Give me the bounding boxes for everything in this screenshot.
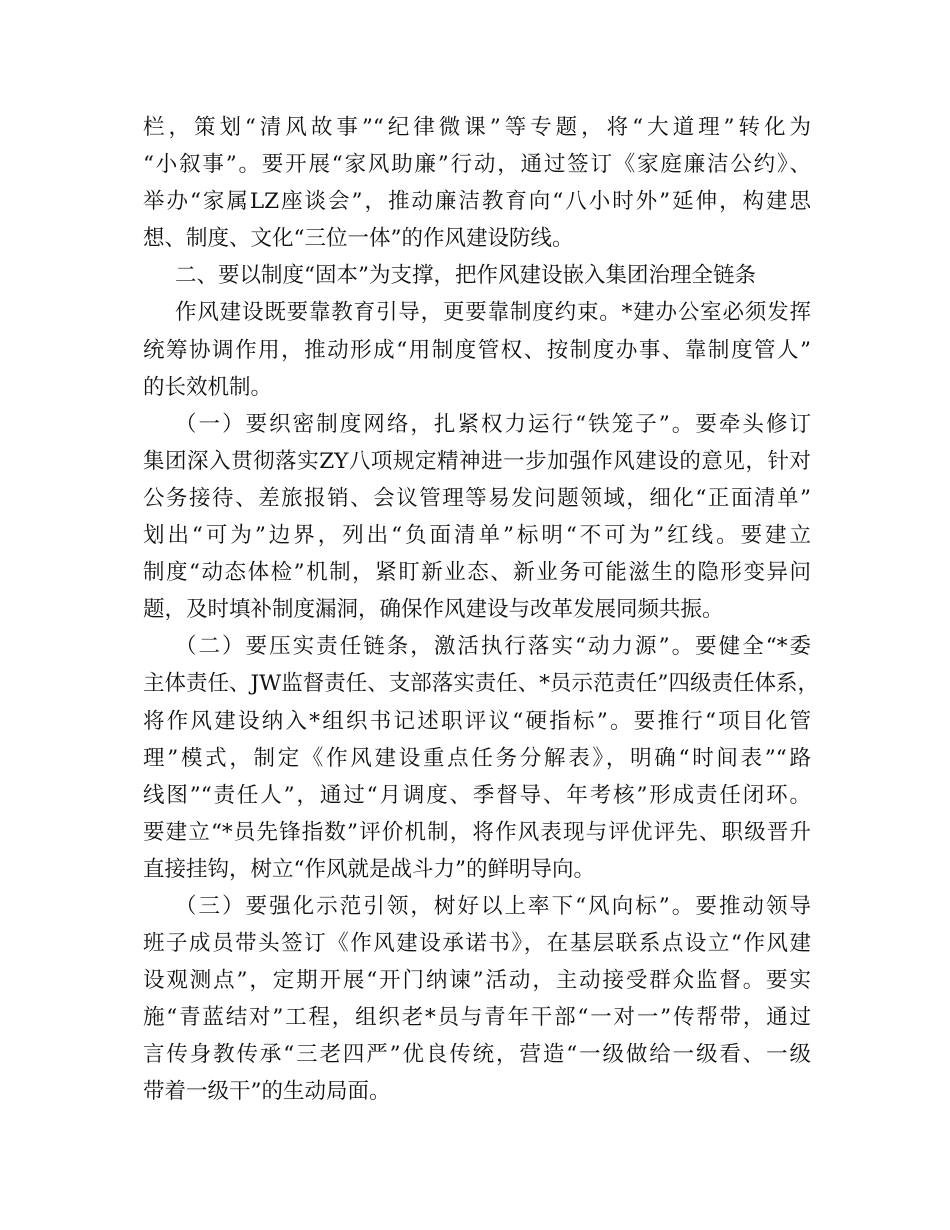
text-line: 举办“家属LZ座谈会”，推动廉洁教育向“八小时外”延伸，构建思	[143, 189, 811, 215]
text-line: “小叙事”。要开展“家风助廉”行动，通过签订《家庭廉洁公约》、	[143, 152, 811, 178]
text-line: 带着一级干”的生动局面。	[143, 1079, 391, 1105]
text-line: 制度“动态体检”机制，紧盯新业态、新业务可能滋生的隐形变异问	[143, 560, 811, 586]
text-line: 线图”“责任人”，通过“月调度、季督导、年考核”形成责任闭环。	[143, 782, 811, 808]
text-line: 理”模式，制定《作风建设重点任务分解表》，明确“时间表”“路	[143, 745, 811, 771]
text-line: 直接挂钩，树立“作风就是战斗力”的鲜明导向。	[143, 856, 595, 882]
paragraph	[143, 628, 819, 888]
text-line: 二、要以制度“固本”为支撑，把作风建设嵌入集团治理全链条	[175, 263, 756, 289]
document-page	[143, 109, 819, 1111]
text-line: 公务接待、差旅报销、会议管理等易发问题领域，细化“正面清单”	[143, 485, 811, 511]
paragraph	[143, 294, 811, 405]
text-line: 想、制度、文化“三位一体”的作风建设防线。	[143, 226, 574, 252]
text-line: （二）要压实责任链条，激活执行落实“动力源”。要健全“*委	[175, 634, 811, 660]
text-line: 划出“可为”边界，列出“负面清单”标明“不可为”红线。要建立	[143, 523, 811, 549]
paragraph	[143, 888, 811, 1111]
text-line: 栏，策划“清风故事”“纪律微课”等专题，将“大道理”转化为	[143, 115, 811, 140]
section-heading	[143, 257, 811, 294]
text-line: （三）要强化示范引领，树好以上率下“风向标”。要推动领导	[175, 893, 811, 919]
text-line: 设观测点”，定期开展“开门纳谏”活动，主动接受群众监督。要实	[143, 968, 811, 994]
text-line: 言传身教传承“三老四严”优良传统，营造“一级做给一级看、一级	[143, 1042, 811, 1068]
text-line: 题，及时填补制度漏洞，确保作风建设与改革发展同频共振。	[143, 597, 724, 623]
paragraph	[143, 109, 811, 257]
text-line: 统筹协调作用，推动形成“用制度管权、按制度办事、靠制度管人”	[143, 337, 811, 363]
text-line: 要建立“*员先锋指数”评价机制，将作风表现与评优评先、职级晋升	[143, 819, 811, 845]
text-line: （一）要织密制度网络，扎紧权力运行“铁笼子”。要牵头修订	[175, 411, 811, 437]
text-line: 将作风建设纳入*组织书记述职评议“硬指标”。要推行“项目化管	[143, 708, 811, 734]
text-line: 主体责任、JW监督责任、支部落实责任、*员示范责任”四级责任体系，	[143, 671, 819, 697]
paragraph	[143, 406, 811, 629]
text-line: 施“青蓝结对”工程，组织老*员与青年干部“一对一”传帮带，通过	[143, 1005, 811, 1031]
text-line: 作风建设既要靠教育引导，更要靠制度约束。*建办公室必须发挥	[175, 300, 811, 326]
text-line: 班子成员带头签订《作风建设承诺书》，在基层联系点设立“作风建	[143, 931, 811, 957]
text-line: 集团深入贯彻落实ZY八项规定精神进一步加强作风建设的意见，针对	[143, 448, 811, 474]
text-line: 的长效机制。	[143, 374, 273, 400]
